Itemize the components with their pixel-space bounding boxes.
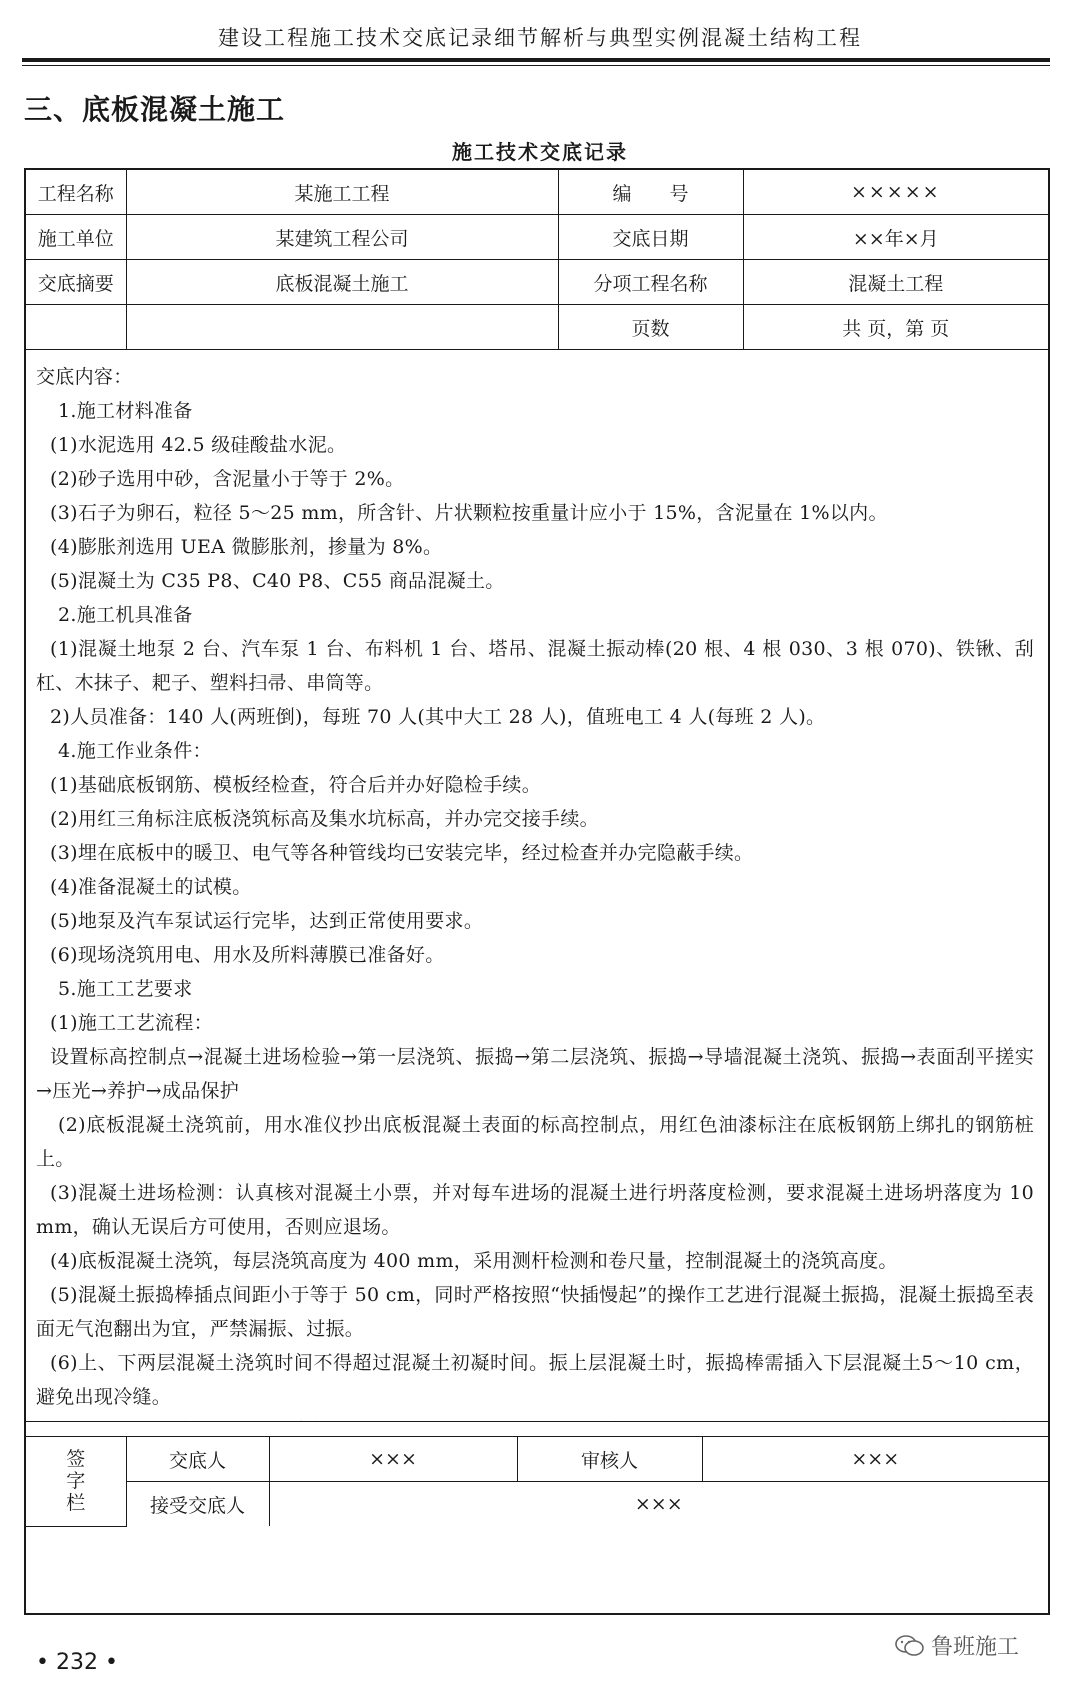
summary-value: 底板混凝土施工 xyxy=(126,260,558,305)
content-line: (3)石子为卵石，粒径 5～25 mm，所含针、片状颗粒按重量计应小于 15%，含泥量在 1%以内。 xyxy=(50,502,888,524)
subproject-label: 分项工程名称 xyxy=(558,260,743,305)
signature-table xyxy=(26,1436,1048,1527)
table-row xyxy=(26,305,1048,350)
summary-label: 交底摘要 xyxy=(26,260,126,305)
content-line: (1)混凝土地泵 2 台、汽车泵 1 台、布料机 1 台、塔吊、混凝土振动棒(20 根、4 根 030、3 根 070)、铁锹、刮杠、木抹子、耙子、塑料扫帚、串筒等。 xyxy=(36,638,1034,694)
briefing-content xyxy=(26,350,1048,1422)
briefing-form xyxy=(24,168,1050,1615)
wechat-logo-icon xyxy=(895,1635,925,1657)
table-row xyxy=(26,1482,1048,1527)
table-row xyxy=(26,215,1048,260)
signature-label: 签 字 栏 xyxy=(66,1448,86,1515)
content-line: 设置标高控制点→混凝土进场检验→第一层浇筑、振捣→第二层浇筑、振捣→导墙混凝土浇筑、振捣→表面刮平搓实→压光→养护→成品保护 xyxy=(36,1046,1034,1102)
project-name-label: 工程名称 xyxy=(26,170,126,215)
header-rule-thin xyxy=(22,65,1050,66)
empty-cell xyxy=(126,305,558,350)
briefer-value: ××× xyxy=(269,1437,517,1482)
reviewer-label: 审核人 xyxy=(517,1437,702,1482)
section-title: 三、底板混凝土施工 xyxy=(24,93,286,126)
pages-value: 共 页，第 页 xyxy=(743,305,1048,350)
unit-value: 某建筑工程公司 xyxy=(126,215,558,260)
content-line: (1)施工工艺流程： xyxy=(50,1012,213,1034)
content-line: (2)用红三角标注底板浇筑标高及集水坑标高，并办完交接手续。 xyxy=(50,808,599,830)
content-line: (4)膨胀剂选用 UEA 微膨胀剂，掺量为 8%。 xyxy=(50,536,443,558)
watermark xyxy=(895,1630,1019,1661)
content-line: (4)准备混凝土的试模。 xyxy=(50,876,252,898)
content-line: (6)现场浇筑用电、用水及所料薄膜已准备好。 xyxy=(50,944,445,966)
content-line: (3)混凝土进场检测：认真核对混凝土小票，并对每车进场的混凝土进行坍落度检测，要求混凝土进场坍落度为 10 mm，确认无误后方可使用，否则应退场。 xyxy=(36,1182,1034,1238)
content-line: (1)水泥选用 42.5 级硅酸盐水泥。 xyxy=(50,434,347,456)
content-line: (4)底板混凝土浇筑，每层浇筑高度为 400 mm，采用测杆检测和卷尺量，控制混凝土的浇筑高度。 xyxy=(50,1250,898,1272)
content-line: 2.施工机具准备 xyxy=(58,604,193,626)
reviewer-value: ××× xyxy=(702,1437,1048,1482)
number-value: ××××× xyxy=(743,170,1048,215)
receiver-value: ××× xyxy=(269,1482,1048,1527)
content-line: (5)混凝土振捣棒插点间距小于等于 50 cm，同时严格按照“快插慢起”的操作工艺进行混凝土振捣，混凝土振捣至表面无气泡翻出为宜，严禁漏振、过振。 xyxy=(36,1284,1034,1340)
content-line: 5.施工工艺要求 xyxy=(58,978,193,1000)
briefer-label: 交底人 xyxy=(126,1437,269,1482)
form-title: 施工技术交底记录 xyxy=(452,140,628,164)
running-head: 建设工程施工技术交底记录细节解析与典型实例混凝土结构工程 xyxy=(218,26,862,50)
table-row xyxy=(26,170,1048,215)
content-line: (3)埋在底板中的暖卫、电气等各种管线均已安装完毕，经过检查并办完隐蔽手续。 xyxy=(50,842,754,864)
page-number: • 232 • xyxy=(36,1650,118,1675)
signature-label-cell xyxy=(26,1437,126,1527)
content-line: (2)底板混凝土浇筑前，用水准仪抄出底板混凝土表面的标高控制点，用红色油漆标注在底板钢筋上绑扎的钢筋桩上。 xyxy=(36,1114,1034,1170)
content-line xyxy=(36,1414,1034,1422)
content-line: 4.施工作业条件： xyxy=(58,740,212,762)
number-label: 编 号 xyxy=(558,170,743,215)
pages-label: 页数 xyxy=(558,305,743,350)
unit-label: 施工单位 xyxy=(26,215,126,260)
subproject-value: 混凝土工程 xyxy=(743,260,1048,305)
watermark-text: 鲁班施工 xyxy=(931,1635,1020,1660)
content-line: 1.施工材料准备 xyxy=(58,400,193,422)
content-line: 交底内容： xyxy=(36,366,133,388)
table-row xyxy=(26,1437,1048,1482)
date-label: 交底日期 xyxy=(558,215,743,260)
header-rule-thick xyxy=(22,58,1050,62)
header-table xyxy=(26,170,1048,350)
content-line: (6)上、下两层混凝土浇筑时间不得超过混凝土初凝时间。振上层混凝土时，振捣棒需插入下层混凝土5～10 cm，避免出现冷缝。 xyxy=(36,1352,1034,1408)
date-value: ××年×月 xyxy=(743,215,1048,260)
content-line: (1)基础底板钢筋、模板经检查，符合后并办好隐检手续。 xyxy=(50,774,542,796)
content-line: (5)地泵及汽车泵试运行完毕，达到正常使用要求。 xyxy=(50,910,484,932)
receiver-label: 接受交底人 xyxy=(126,1482,269,1527)
empty-cell xyxy=(26,305,126,350)
table-row xyxy=(26,260,1048,305)
content-line: (5)混凝土为 C35 P8、C40 P8、C55 商品混凝土。 xyxy=(50,570,505,592)
content-line: (2)砂子选用中砂，含泥量小于等于 2%。 xyxy=(50,468,405,490)
content-line: 2)人员准备：140 人(两班倒)，每班 70 人(其中大工 28 人)，值班电工 4 人(每班 2 人)。 xyxy=(50,706,826,728)
project-name-value: 某施工工程 xyxy=(126,170,558,215)
